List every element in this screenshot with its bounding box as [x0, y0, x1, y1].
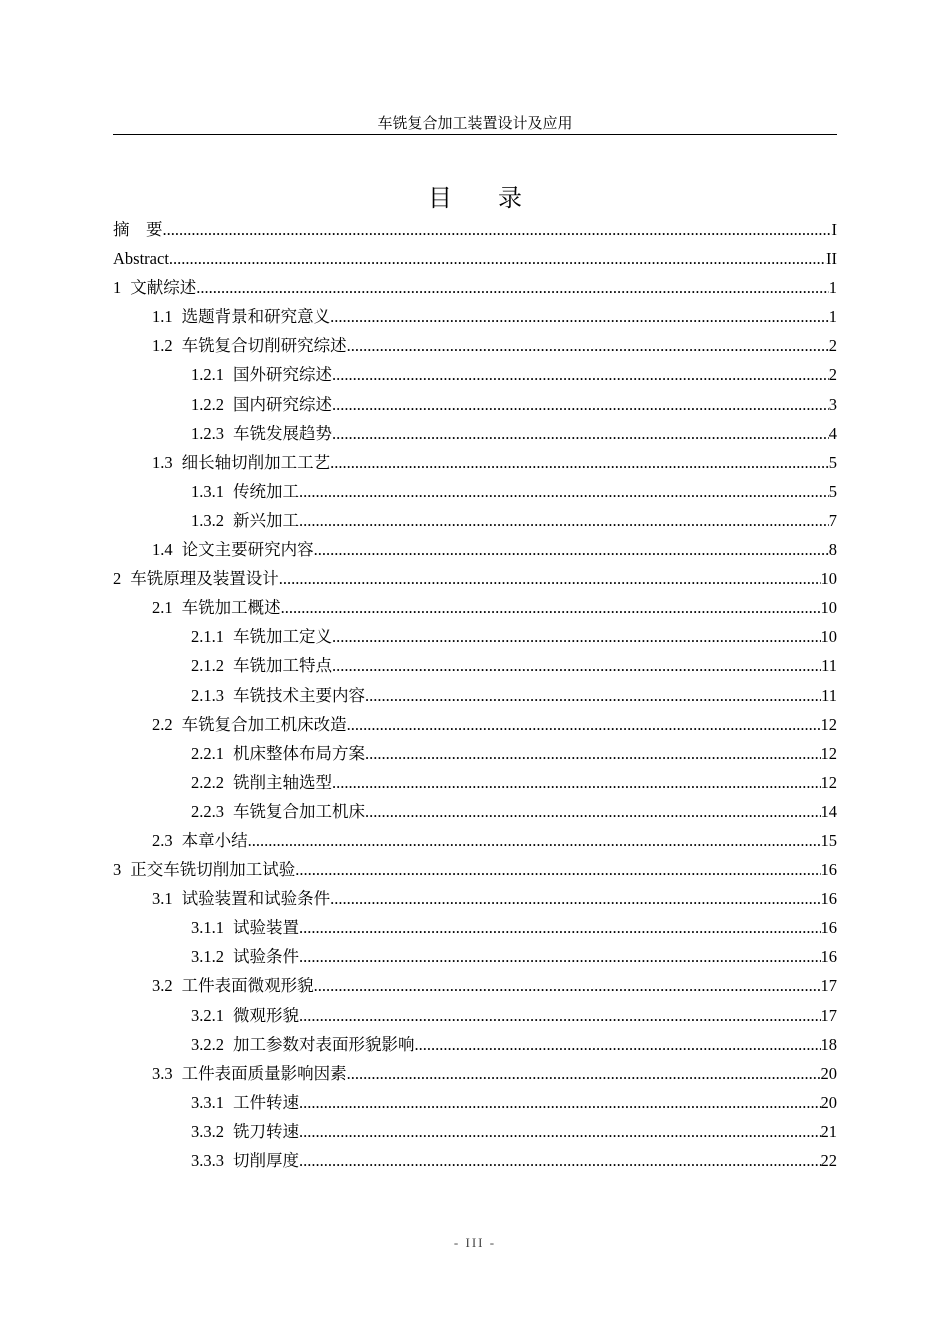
toc-entry-page: 10: [820, 598, 837, 618]
toc-entry-number: 1.2.1: [191, 365, 224, 385]
toc-entry-number: 3.2.1: [191, 1005, 224, 1025]
running-header: 车铣复合加工装置设计及应用: [113, 114, 837, 135]
dot-leader: [314, 535, 829, 564]
toc-entry-page: 18: [820, 1034, 837, 1054]
toc-entry[interactable]: [113, 1088, 837, 1117]
toc-entry-label: 试验条件: [233, 947, 299, 967]
dot-leader: [332, 390, 829, 419]
toc-entry-label: 论文主要研究内容: [181, 540, 314, 560]
dot-leader: [330, 302, 829, 331]
dot-leader: [415, 1030, 821, 1059]
dot-leader: [365, 739, 821, 768]
toc-entry-page: 21: [820, 1121, 837, 1141]
toc-entry-label: 工件转速: [233, 1092, 299, 1112]
toc-entry-number: 1.1: [152, 307, 173, 327]
toc-entry[interactable]: [113, 535, 837, 564]
toc-entry-page: 12: [820, 772, 837, 792]
toc-entry-label: 试验装置和试验条件: [181, 889, 331, 909]
toc-entry-page: 17: [820, 976, 837, 996]
toc-entry-number: 3: [113, 860, 122, 880]
dot-leader: [332, 651, 821, 680]
toc-entry-number: 1: [113, 278, 122, 298]
toc-entry[interactable]: [113, 419, 837, 448]
toc-entry-page: 2: [828, 365, 837, 385]
toc-entry[interactable]: [113, 215, 837, 244]
toc-entry[interactable]: [113, 913, 837, 942]
dot-leader: [330, 448, 829, 477]
toc-entry[interactable]: [113, 768, 837, 797]
dot-leader: [365, 797, 821, 826]
dot-leader: [299, 477, 829, 506]
toc-entry[interactable]: [113, 739, 837, 768]
toc-entry-number: 3.3.2: [191, 1121, 224, 1141]
toc-entry-page: 3: [828, 394, 837, 414]
toc-entry-number: 1.3.1: [191, 481, 224, 501]
toc-entry[interactable]: [113, 1146, 837, 1175]
dot-leader: [332, 419, 829, 448]
dot-leader: [163, 215, 832, 244]
toc-entry[interactable]: [113, 331, 837, 360]
toc-entry-number: 1.2.2: [191, 394, 224, 414]
toc-entry-label: 车铣加工定义: [233, 627, 332, 647]
toc-entry-label: 车铣发展趋势: [233, 423, 332, 443]
toc-entry[interactable]: [113, 273, 837, 302]
toc-entry-number: 2.1: [152, 598, 173, 618]
toc-entry-page: 16: [820, 947, 837, 967]
toc-entry-page: 22: [820, 1151, 837, 1170]
dot-leader: [295, 855, 820, 884]
toc-entry-page: 11: [821, 685, 837, 705]
toc-entry[interactable]: [113, 1059, 837, 1088]
toc-entry-page: I: [831, 220, 837, 239]
toc-entry-page: 16: [820, 860, 837, 880]
toc-entry-page: 5: [828, 481, 837, 501]
toc-entry-number: 3.3.1: [191, 1092, 224, 1112]
dot-leader: [279, 564, 821, 593]
dot-leader: [196, 273, 829, 302]
toc-entry-label: 本章小结: [181, 830, 248, 850]
dot-leader: [332, 622, 821, 651]
dot-leader: [299, 506, 829, 535]
dot-leader: [299, 913, 821, 942]
toc-entry-number: 1.2: [152, 336, 173, 356]
dot-leader: [299, 942, 821, 971]
toc-entry-label: 工件表面微观形貌: [181, 976, 314, 996]
toc-entry-page: 10: [820, 569, 837, 589]
table-of-contents: [113, 215, 837, 1175]
toc-entry-number: 2.2.3: [191, 801, 224, 821]
toc-entry[interactable]: [113, 1117, 837, 1146]
toc-entry-label: 车铣复合切削研究综述: [181, 336, 347, 356]
toc-entry-page: 12: [820, 743, 837, 763]
toc-entry-page: II: [826, 249, 837, 269]
toc-entry-label: 文献综述: [130, 278, 197, 298]
toc-entry-label: 铣刀转速: [233, 1121, 299, 1141]
toc-entry-number: 3.1: [152, 889, 173, 909]
toc-entry[interactable]: [113, 360, 837, 389]
dot-leader: [347, 710, 821, 739]
dot-leader: [365, 681, 821, 710]
toc-entry[interactable]: [113, 477, 837, 506]
toc-entry-number: 3.1.1: [191, 918, 224, 938]
toc-entry[interactable]: [113, 942, 837, 971]
toc-entry-page: 2: [828, 336, 837, 356]
toc-entry-page: 15: [820, 830, 837, 850]
toc-entry[interactable]: [113, 1030, 837, 1059]
toc-entry[interactable]: [113, 506, 837, 535]
dot-leader: [332, 360, 829, 389]
toc-entry[interactable]: [113, 244, 837, 273]
toc-entry[interactable]: [113, 564, 837, 593]
toc-entry-number: 2: [113, 569, 122, 589]
toc-entry[interactable]: [113, 390, 837, 419]
toc-entry-label: 加工参数对表面形貌影响: [233, 1034, 415, 1054]
dot-leader: [330, 884, 820, 913]
toc-entry[interactable]: [113, 448, 837, 477]
toc-entry-label: 国内研究综述: [233, 394, 332, 414]
toc-entry-number: 1.4: [152, 540, 173, 560]
toc-entry-page: 14: [820, 801, 837, 821]
toc-entry-label: 车铣技术主要内容: [233, 685, 365, 705]
toc-entry[interactable]: [113, 855, 837, 884]
toc-entry-number: 3.2.2: [191, 1034, 224, 1054]
page-number: - III -: [453, 1235, 497, 1250]
toc-title-right: 录: [498, 186, 522, 212]
toc-entry-number: 1.2.3: [191, 423, 224, 443]
toc-entry-number: 1.3.2: [191, 510, 224, 530]
toc-entry-page: 5: [828, 452, 837, 472]
toc-entry-number: 2.3: [152, 830, 173, 850]
toc-entry-number: 2.1.3: [191, 685, 224, 705]
toc-entry-page: 20: [820, 1092, 837, 1112]
toc-entry-label: 传统加工: [233, 481, 299, 501]
toc-entry-label: 正交车铣切削加工试验: [130, 860, 296, 880]
toc-entry-page: 10: [820, 627, 837, 647]
dot-leader: [248, 826, 821, 855]
toc-entry-page: 7: [828, 510, 837, 530]
toc-entry-label: 国外研究综述: [233, 365, 332, 385]
toc-entry-label: 车铣原理及装置设计: [130, 569, 279, 589]
dot-leader: [347, 331, 829, 360]
dot-leader: [169, 244, 826, 273]
toc-entry[interactable]: [113, 710, 837, 739]
toc-entry[interactable]: [113, 797, 837, 826]
toc-entry-page: 1: [828, 307, 837, 327]
toc-entry-number: 2.1.1: [191, 627, 224, 647]
toc-title-left: 目: [428, 186, 452, 212]
toc-entry-label: 车铣加工概述: [181, 598, 281, 618]
toc-entry-label: 试验装置: [233, 918, 299, 938]
toc-entry-label: 新兴加工: [233, 510, 299, 530]
toc-entry-label: 车铣复合加工机床改造: [181, 714, 347, 734]
dot-leader: [299, 1001, 821, 1030]
toc-entry-page: 12: [820, 714, 837, 734]
toc-entry-label: 切削厚度: [233, 1151, 299, 1170]
toc-entry-number: 2.2.1: [191, 743, 224, 763]
dot-leader: [332, 768, 821, 797]
toc-entry[interactable]: [113, 622, 837, 651]
toc-entry[interactable]: [113, 651, 837, 680]
toc-entry[interactable]: [113, 681, 837, 710]
toc-entry-number: 3.1.2: [191, 947, 224, 967]
toc-entry-label: 车铣加工特点: [233, 656, 332, 676]
toc-entry-label: 微观形貌: [233, 1005, 299, 1025]
toc-entry-page: 1: [828, 278, 837, 298]
toc-entry-number: 2.1.2: [191, 656, 224, 676]
toc-entry-number: 3.3: [152, 1063, 173, 1083]
toc-entry[interactable]: [113, 971, 837, 1000]
toc-entry[interactable]: [113, 826, 837, 855]
toc-entry-page: 17: [820, 1005, 837, 1025]
toc-entry-page: 11: [821, 656, 837, 676]
toc-entry[interactable]: [113, 593, 837, 622]
toc-entry[interactable]: [113, 302, 837, 331]
toc-entry[interactable]: [113, 1001, 837, 1030]
dot-leader: [299, 1088, 821, 1117]
toc-entry-label: 车铣复合加工机床: [233, 801, 365, 821]
dot-leader: [299, 1146, 821, 1175]
toc-entry-page: 4: [828, 423, 837, 443]
toc-entry-page: 20: [820, 1063, 837, 1083]
toc-entry[interactable]: [113, 884, 837, 913]
toc-entry-number: 1.3: [152, 452, 173, 472]
toc-entry-number: 2.2.2: [191, 772, 224, 792]
toc-entry-label: 机床整体布局方案: [233, 743, 365, 763]
toc-entry-label: 摘 要: [113, 220, 163, 239]
dot-leader: [314, 971, 821, 1000]
toc-entry-page: 16: [820, 918, 837, 938]
dot-leader: [281, 593, 821, 622]
toc-entry-label: Abstract: [113, 249, 169, 269]
toc-entry-label: 选题背景和研究意义: [181, 307, 331, 327]
toc-entry-label: 铣削主轴选型: [233, 772, 332, 792]
toc-entry-label: 工件表面质量影响因素: [181, 1063, 347, 1083]
toc-entry-label: 细长轴切削加工工艺: [181, 452, 331, 472]
toc-entry-page: 8: [828, 540, 837, 560]
toc-entry-number: 2.2: [152, 714, 173, 734]
dot-leader: [347, 1059, 821, 1088]
toc-title: [113, 182, 837, 216]
toc-entry-number: 3.2: [152, 976, 173, 996]
toc-entry-number: 3.3.3: [191, 1151, 224, 1170]
toc-entry-page: 16: [820, 889, 837, 909]
dot-leader: [299, 1117, 821, 1146]
